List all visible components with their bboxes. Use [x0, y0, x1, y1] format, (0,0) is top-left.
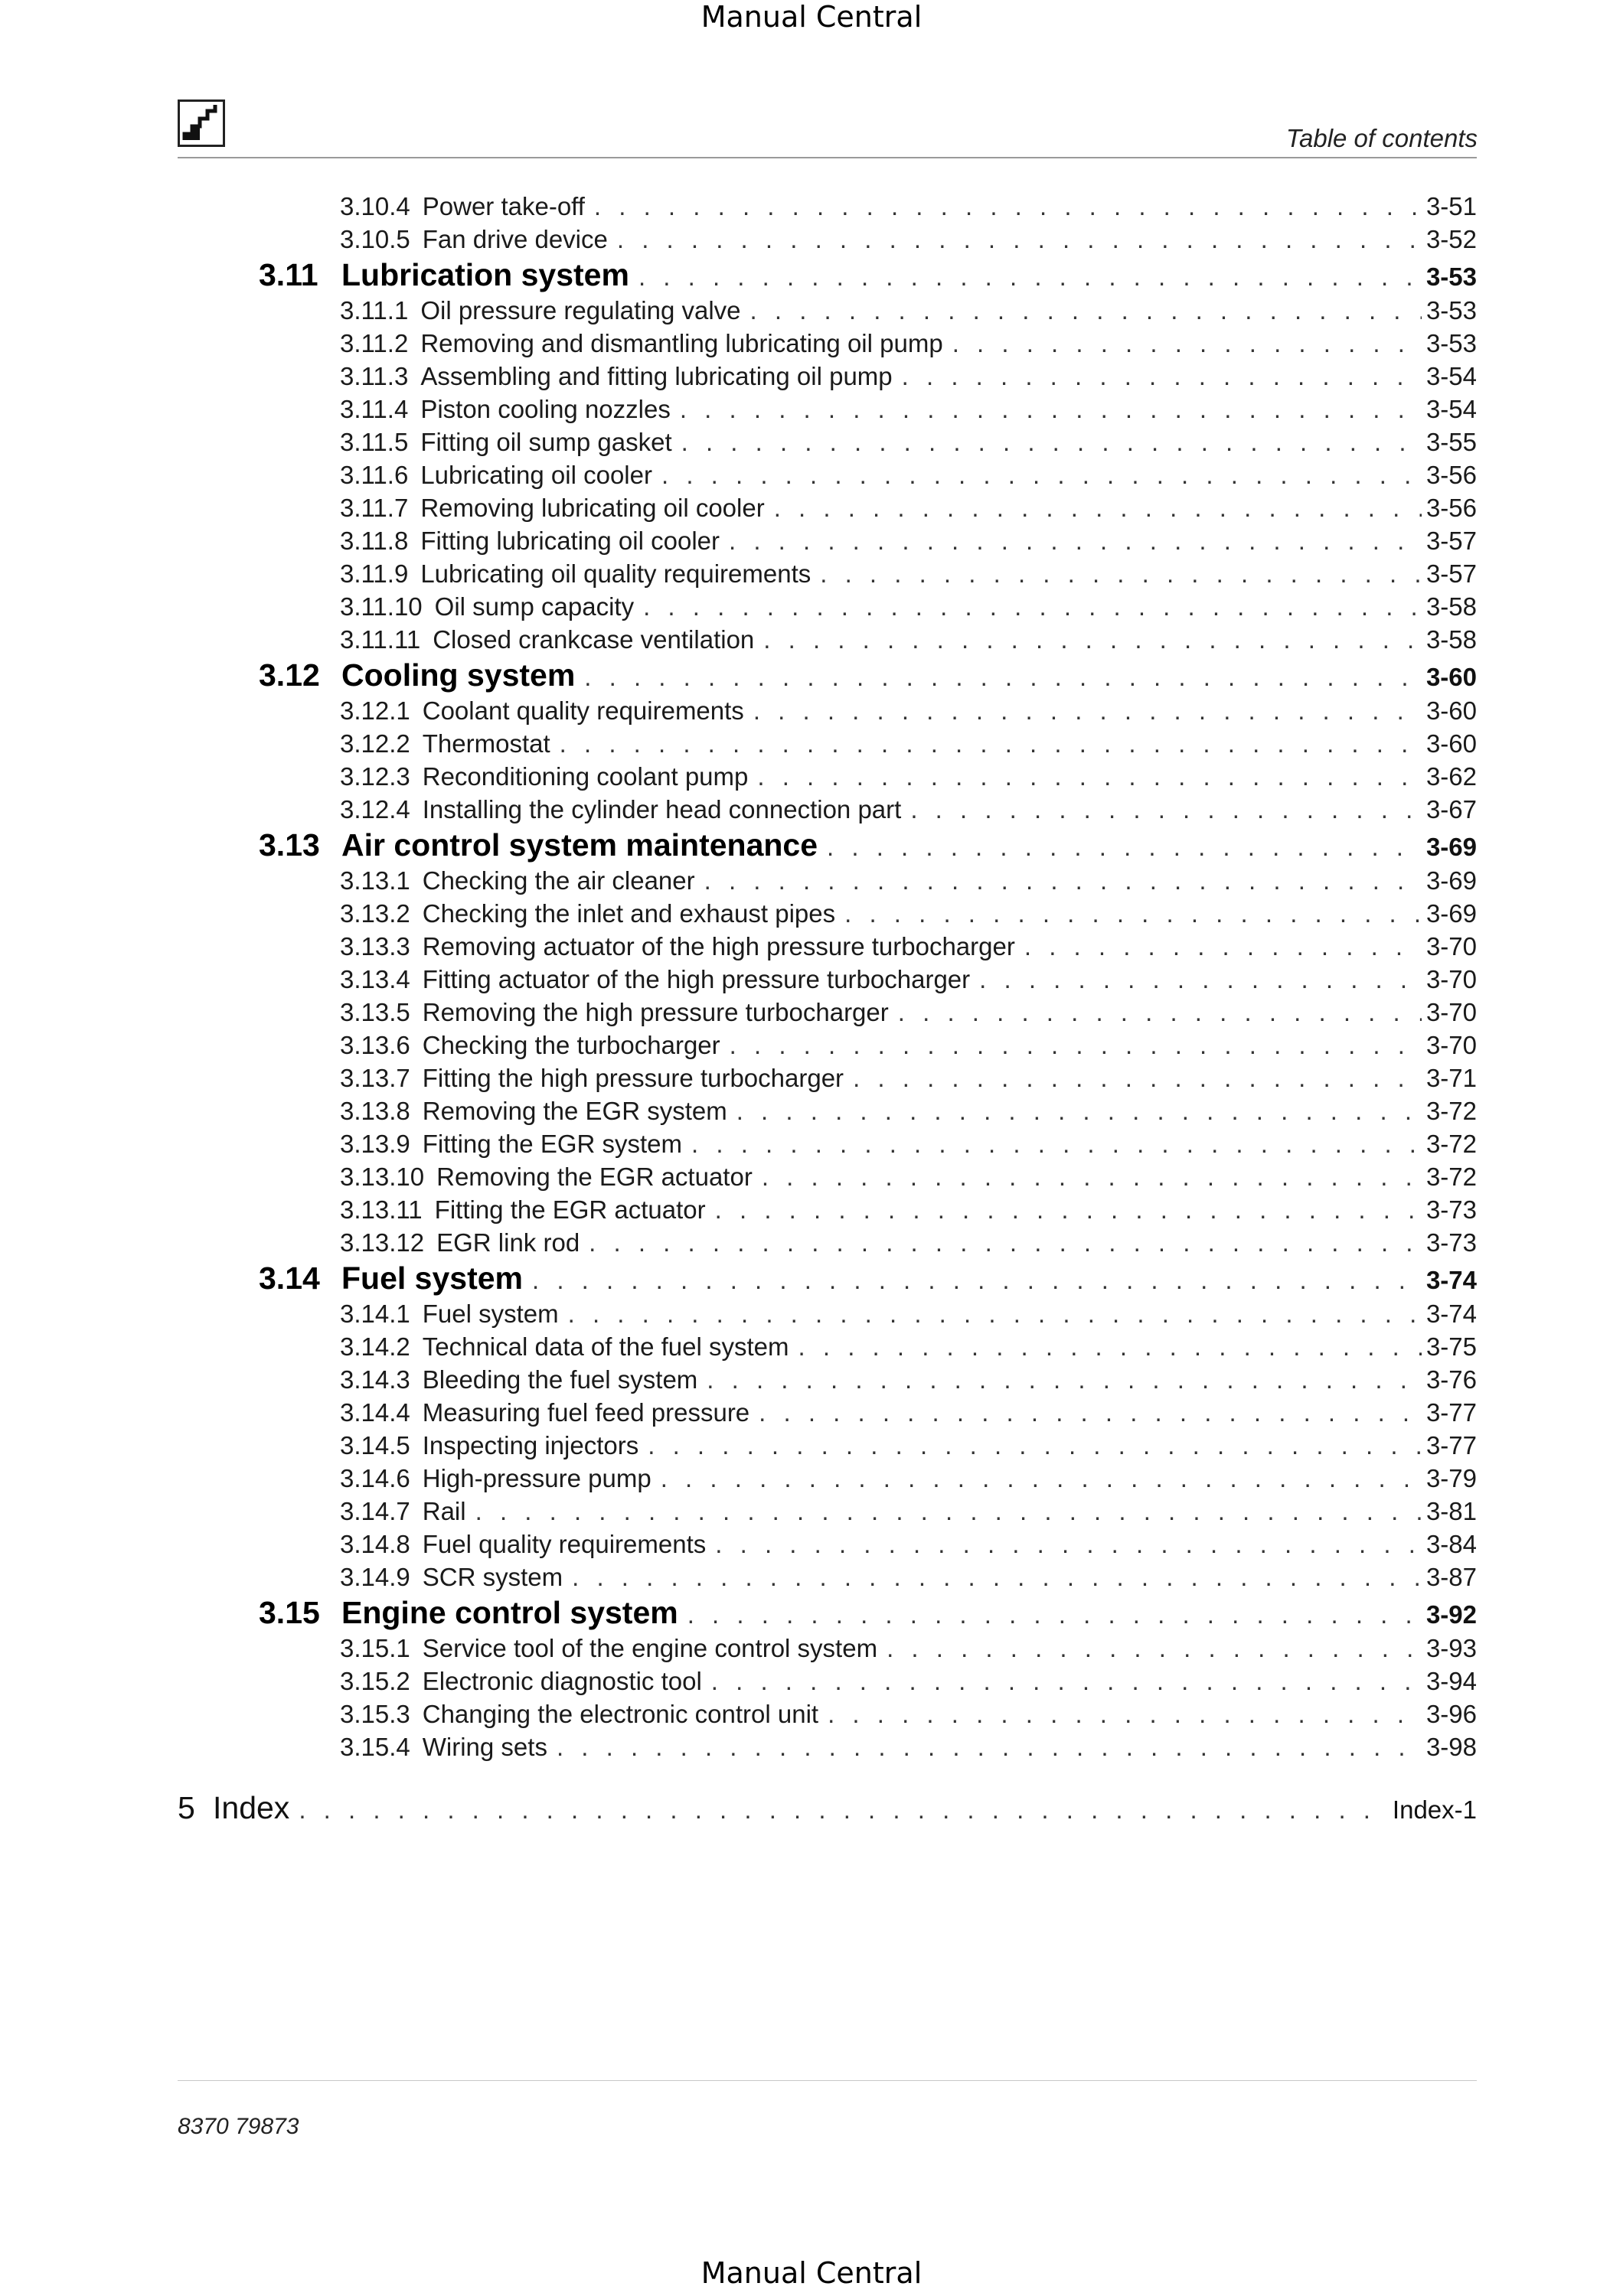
toc-entry[interactable]: [340, 1528, 1477, 1561]
dot-leader: [617, 223, 1422, 256]
toc-entry-num: 3.15.3: [340, 1700, 410, 1728]
toc-entry-num: 3.12.4: [340, 795, 410, 823]
toc-entry-page: 3-52: [1425, 225, 1477, 253]
dot-leader: [827, 828, 1422, 866]
toc-entry[interactable]: [340, 1193, 1477, 1226]
toc-entry-title: Fuel system: [422, 1300, 559, 1328]
toc-entry-title: SCR system: [422, 1563, 563, 1591]
toc-entry[interactable]: [340, 393, 1477, 426]
toc-entry-page: 3-72: [1425, 1097, 1477, 1125]
toc-entry-num: 3.15.2: [340, 1667, 410, 1695]
toc-entry-page: 3-69: [1425, 833, 1477, 861]
toc-entry[interactable]: [340, 760, 1477, 793]
toc-entry[interactable]: [340, 897, 1477, 930]
dot-leader: [979, 963, 1422, 996]
toc-entry-page: 3-74: [1425, 1300, 1477, 1328]
toc-entry-title: Piston cooling nozzles: [420, 395, 671, 423]
dot-leader: [568, 1297, 1422, 1330]
toc-entry-page: 3-77: [1425, 1431, 1477, 1459]
toc-entry-title: Fuel quality requirements: [422, 1530, 707, 1558]
toc-entry-page: 3-72: [1425, 1130, 1477, 1158]
toc-entry-page: 3-53: [1425, 329, 1477, 357]
toc-entry[interactable]: [340, 1330, 1477, 1363]
toc-entry-page: 3-92: [1425, 1600, 1477, 1629]
toc-entry-title: Cooling system: [341, 657, 576, 693]
dot-leader: [648, 1429, 1422, 1462]
toc-entry[interactable]: [340, 864, 1477, 897]
dot-leader: [820, 557, 1422, 590]
toc-entry[interactable]: [340, 1665, 1477, 1698]
toc-entry-title: Lubricating oil cooler: [420, 461, 652, 489]
toc-entry-title: Checking the inlet and exhaust pipes: [422, 899, 836, 928]
dot-leader: [902, 360, 1422, 393]
toc-entry-title: Removing the high pressure turbocharger: [422, 998, 889, 1026]
toc-entry-page: 3-72: [1425, 1163, 1477, 1191]
toc-entry-num: 3.14.8: [340, 1530, 410, 1558]
dot-leader: [572, 1561, 1422, 1593]
toc-entry-page: 3-53: [1425, 263, 1477, 291]
toc-entry[interactable]: [340, 524, 1477, 557]
dot-leader: [560, 727, 1422, 760]
toc-entry-title: Electronic diagnostic tool: [422, 1667, 702, 1695]
dot-leader: [759, 1396, 1422, 1429]
dot-leader: [762, 1160, 1422, 1193]
toc-entry[interactable]: [340, 727, 1477, 760]
toc-entry[interactable]: [340, 694, 1477, 727]
toc-entry[interactable]: [340, 996, 1477, 1029]
toc-entry-page: 3-56: [1425, 494, 1477, 522]
toc-entry-page: 3-94: [1425, 1667, 1477, 1695]
toc-entry-page: Index-1: [1392, 1795, 1477, 1824]
toc-entry-num: 3.15: [259, 1595, 320, 1630]
toc-entry-title: Closed crankcase ventilation: [433, 625, 755, 654]
toc-entry[interactable]: [259, 656, 1477, 694]
dot-leader: [680, 393, 1422, 426]
toc-entry-page: 3-55: [1425, 428, 1477, 456]
toc-entry-num: 3.12.2: [340, 729, 410, 758]
toc-entry-num: 3.13.8: [340, 1097, 410, 1125]
header-rule: [178, 157, 1477, 158]
dot-leader: [898, 996, 1422, 1029]
toc-entry-page: 3-67: [1425, 795, 1477, 823]
toc-entry-num: 3.14.4: [340, 1398, 410, 1427]
toc-entry-num: 3.13.6: [340, 1031, 410, 1059]
toc-entry-num: 3.14.7: [340, 1497, 410, 1525]
toc-entry[interactable]: [340, 426, 1477, 458]
dot-leader: [557, 1730, 1422, 1763]
toc-entry-num: 3.11.7: [340, 494, 409, 522]
toc-entry-title: Lubricating oil quality requirements: [420, 559, 812, 588]
toc-entry-num: 5: [178, 1790, 195, 1825]
toc-entry[interactable]: [340, 1730, 1477, 1763]
dot-leader: [711, 1665, 1422, 1698]
toc-entry-num: 3.11.2: [340, 329, 409, 357]
toc-entry-title: Fitting the EGR system: [422, 1130, 683, 1158]
dot-leader: [798, 1330, 1422, 1363]
toc-entry-num: 3.11.3: [340, 362, 409, 390]
manual-central-banner-top: Manual Central: [700, 0, 923, 34]
toc-entry-title: Power take-off: [422, 192, 585, 220]
toc-entry-num: 3.11.5: [340, 428, 409, 456]
toc-entry[interactable]: [340, 1062, 1477, 1094]
dot-leader: [643, 590, 1422, 623]
toc-entry-num: 3.15.1: [340, 1634, 410, 1662]
toc-entry-page: 3-58: [1425, 625, 1477, 654]
toc-entry-page: 3-60: [1425, 729, 1477, 758]
toc-entry-title: Assembling and fitting lubricating oil pump: [420, 362, 893, 390]
toc-entry-page: 3-87: [1425, 1563, 1477, 1591]
toc-entry-num: 3.13.4: [340, 965, 410, 993]
dot-leader: [910, 793, 1422, 826]
document-code: 8370 79873: [178, 2114, 299, 2139]
toc-entry-page: 3-60: [1425, 696, 1477, 725]
toc-entry-title: Service tool of the engine control system: [422, 1634, 878, 1662]
toc-entry[interactable]: [340, 1160, 1477, 1193]
toc-entry-page: 3-53: [1425, 296, 1477, 325]
toc-entry-page: 3-62: [1425, 762, 1477, 791]
toc-entry-page: 3-51: [1425, 192, 1477, 220]
toc-entry-title: Removing the EGR actuator: [436, 1163, 753, 1191]
toc-entry[interactable]: [340, 223, 1477, 256]
toc-entry-num: 3.14.9: [340, 1563, 410, 1591]
dot-leader: [853, 1062, 1422, 1094]
dot-leader: [753, 694, 1422, 727]
toc-entry-num: 3.13.1: [340, 866, 410, 895]
toc-entry-page: 3-70: [1425, 965, 1477, 993]
toc-entry[interactable]: [340, 1632, 1477, 1665]
dot-leader: [691, 1127, 1422, 1160]
toc-entry-num: 3.11: [259, 257, 318, 292]
toc-entry-num: 3.12.1: [340, 696, 410, 725]
toc-entry-page: 3-73: [1425, 1228, 1477, 1257]
toc-entry[interactable]: [340, 190, 1477, 223]
dot-leader: [729, 524, 1422, 557]
toc-entry-page: 3-57: [1425, 527, 1477, 555]
toc-entry-num: 3.11.6: [340, 461, 409, 489]
toc-entry-title: Fan drive device: [422, 225, 608, 253]
dot-leader: [750, 294, 1422, 327]
dot-leader: [887, 1632, 1422, 1665]
toc-entry-title: Measuring fuel feed pressure: [422, 1398, 750, 1427]
toc-entry-page: 3-70: [1425, 932, 1477, 960]
dot-leader: [774, 491, 1422, 524]
toc-entry[interactable]: [340, 590, 1477, 623]
toc-entry-title: Technical data of the fuel system: [422, 1332, 789, 1361]
dot-leader: [299, 1787, 1388, 1833]
toc-entry-page: 3-77: [1425, 1398, 1477, 1427]
toc-entry-page: 3-58: [1425, 592, 1477, 621]
toc-entry-title: Oil sump capacity: [434, 592, 635, 621]
toc-entry-title: Removing the EGR system: [422, 1097, 727, 1125]
stairs-logo-icon: [178, 99, 225, 147]
toc-entry-page: 3-54: [1425, 362, 1477, 390]
toc-entry-title: Fitting the EGR actuator: [434, 1195, 706, 1224]
dot-leader: [594, 190, 1422, 223]
toc-entry-page: 3-81: [1425, 1497, 1477, 1525]
dot-leader: [661, 1462, 1422, 1495]
toc-entry-num: 3.14.5: [340, 1431, 410, 1459]
toc-entry[interactable]: [340, 1297, 1477, 1330]
toc-entry-num: 3.11.10: [340, 592, 423, 621]
toc-entry-title: Changing the electronic control unit: [422, 1700, 819, 1728]
toc-entry[interactable]: [178, 1785, 1477, 1831]
toc-entry-page: 3-60: [1425, 663, 1477, 691]
toc-entry[interactable]: [340, 1396, 1477, 1429]
toc-entry[interactable]: [340, 1462, 1477, 1495]
toc-entry-page: 3-69: [1425, 866, 1477, 895]
toc-entry[interactable]: [340, 623, 1477, 656]
toc-entry[interactable]: [340, 1698, 1477, 1730]
toc-entry-title: Installing the cylinder head connection part: [422, 795, 902, 823]
toc-entry-page: 3-93: [1425, 1634, 1477, 1662]
toc-entry-num: 3.13.3: [340, 932, 410, 960]
toc-entry-title: Fitting actuator of the high pressure turbocharger: [422, 965, 971, 993]
dot-leader: [584, 658, 1422, 696]
toc-entry-page: 3-79: [1425, 1464, 1477, 1492]
toc-entry-num: 3.11.1: [340, 296, 409, 325]
footer-rule: [178, 2080, 1477, 2081]
toc-entry[interactable]: [340, 294, 1477, 327]
toc-entry-num: 3.10.4: [340, 192, 410, 220]
toc-entry[interactable]: [340, 458, 1477, 491]
toc-entry-num: 3.13.10: [340, 1163, 425, 1191]
dot-leader: [715, 1193, 1422, 1226]
toc-entry-num: 3.13: [259, 827, 320, 863]
dot-leader: [763, 623, 1422, 656]
toc-entry-page: 3-56: [1425, 461, 1477, 489]
toc-entry-title: Engine control system: [341, 1595, 678, 1630]
toc-entry-num: 3.15.4: [340, 1733, 410, 1761]
toc-entry-page: 3-71: [1425, 1064, 1477, 1092]
toc-entry[interactable]: [340, 491, 1477, 524]
toc-entry[interactable]: [340, 1226, 1477, 1259]
toc-entry-num: 3.11.8: [340, 527, 409, 555]
toc-entry-num: 3.12: [259, 657, 320, 693]
dot-leader: [828, 1698, 1422, 1730]
toc-entry-num: 3.13.7: [340, 1064, 410, 1092]
toc-entry-page: 3-73: [1425, 1195, 1477, 1224]
toc-entry-page: 3-76: [1425, 1365, 1477, 1394]
toc-entry-page: 3-54: [1425, 395, 1477, 423]
toc-entry-title: Thermostat: [422, 729, 550, 758]
dot-leader: [687, 1596, 1422, 1634]
toc-entry-title: Inspecting injectors: [422, 1431, 639, 1459]
toc-entry-num: 3.14.3: [340, 1365, 410, 1394]
running-title: Table of contents: [1285, 124, 1478, 152]
dot-leader: [736, 1094, 1422, 1127]
dot-leader: [844, 897, 1422, 930]
toc-entry[interactable]: [340, 1495, 1477, 1528]
toc-entry[interactable]: [340, 1094, 1477, 1127]
dot-leader: [589, 1226, 1422, 1259]
toc-entry-num: 3.13.2: [340, 899, 410, 928]
toc-entry-num: 3.11.9: [340, 559, 409, 588]
dot-leader: [952, 327, 1422, 360]
toc-entry-title: Coolant quality requirements: [422, 696, 744, 725]
toc-entry-title: Fitting the high pressure turbocharger: [422, 1064, 844, 1092]
toc-entry[interactable]: [340, 793, 1477, 826]
toc-entry[interactable]: [340, 1363, 1477, 1396]
toc-entry-page: 3-74: [1425, 1266, 1477, 1294]
toc-entry[interactable]: [340, 930, 1477, 963]
toc-entry-page: 3-70: [1425, 998, 1477, 1026]
dot-leader: [1024, 930, 1422, 963]
dot-leader: [715, 1528, 1422, 1561]
toc-entry-num: 3.14.1: [340, 1300, 410, 1328]
toc-entry[interactable]: [259, 256, 1477, 294]
toc-entry-title: Checking the air cleaner: [422, 866, 695, 895]
dot-leader: [532, 1261, 1422, 1300]
toc-entry-title: Fuel system: [341, 1261, 523, 1296]
toc-entry-num: 3.11.11: [340, 625, 421, 654]
toc-entry-num: 3.13.9: [340, 1130, 410, 1158]
toc-entry-page: 3-96: [1425, 1700, 1477, 1728]
toc-entry-num: 3.14.6: [340, 1464, 410, 1492]
toc-entry-num: 3.13.5: [340, 998, 410, 1026]
toc-entry-num: 3.14: [259, 1261, 320, 1296]
toc-entry[interactable]: [340, 360, 1477, 393]
toc-entry-title: Removing and dismantling lubricating oil pump: [420, 329, 943, 357]
toc-entry-title: Air control system maintenance: [341, 827, 818, 863]
dot-leader: [757, 760, 1422, 793]
toc-entry[interactable]: [340, 963, 1477, 996]
toc-entry-title: Checking the turbocharger: [422, 1031, 720, 1059]
toc-entry-title: Index: [213, 1790, 290, 1825]
toc-entry-num: 3.12.3: [340, 762, 410, 791]
dot-leader: [681, 426, 1422, 458]
toc-entry-num: 3.14.2: [340, 1332, 410, 1361]
toc-entry[interactable]: [340, 1561, 1477, 1593]
toc-entry-num: 3.11.4: [340, 395, 409, 423]
toc-entry-num: 3.13.12: [340, 1228, 425, 1257]
toc-entry-num: 3.13.11: [340, 1195, 423, 1224]
toc-entry-title: High-pressure pump: [422, 1464, 651, 1492]
dot-leader: [475, 1495, 1422, 1528]
toc-entry-page: 3-84: [1425, 1530, 1477, 1558]
toc-entry-title: Lubrication system: [341, 257, 629, 292]
toc-entry-title: Oil pressure regulating valve: [420, 296, 741, 325]
dot-leader: [707, 1363, 1422, 1396]
toc-entry[interactable]: [340, 327, 1477, 360]
toc-entry[interactable]: [340, 1127, 1477, 1160]
toc-entry[interactable]: [259, 1593, 1477, 1632]
toc-entry-title: Fitting lubricating oil cooler: [420, 527, 720, 555]
toc-entry-title: Removing lubricating oil cooler: [420, 494, 765, 522]
dot-leader: [704, 864, 1422, 897]
toc-entry-page: 3-70: [1425, 1031, 1477, 1059]
toc-entry-title: Fitting oil sump gasket: [420, 428, 672, 456]
dot-leader: [661, 458, 1422, 491]
dot-leader: [730, 1029, 1422, 1062]
dot-leader: [638, 258, 1422, 296]
toc-entry-title: Removing actuator of the high pressure turbocharger: [422, 932, 1015, 960]
toc-entry-page: 3-69: [1425, 899, 1477, 928]
toc-entry-page: 3-98: [1425, 1733, 1477, 1761]
toc-entry-title: Wiring sets: [422, 1733, 547, 1761]
toc-entry[interactable]: [259, 826, 1477, 864]
toc-entry-title: Rail: [422, 1497, 466, 1525]
toc-entry[interactable]: [340, 557, 1477, 590]
toc-entry[interactable]: [340, 1429, 1477, 1462]
toc-entry[interactable]: [259, 1259, 1477, 1297]
toc-entry-title: Bleeding the fuel system: [422, 1365, 698, 1394]
manual-central-banner-bottom: Manual Central: [700, 2256, 923, 2290]
toc-entry-title: EGR link rod: [436, 1228, 580, 1257]
toc-entry-title: Reconditioning coolant pump: [422, 762, 749, 791]
toc-entry-num: 3.10.5: [340, 225, 410, 253]
toc-entry[interactable]: [340, 1029, 1477, 1062]
toc-entry-page: 3-75: [1425, 1332, 1477, 1361]
toc-entry-page: 3-57: [1425, 559, 1477, 588]
